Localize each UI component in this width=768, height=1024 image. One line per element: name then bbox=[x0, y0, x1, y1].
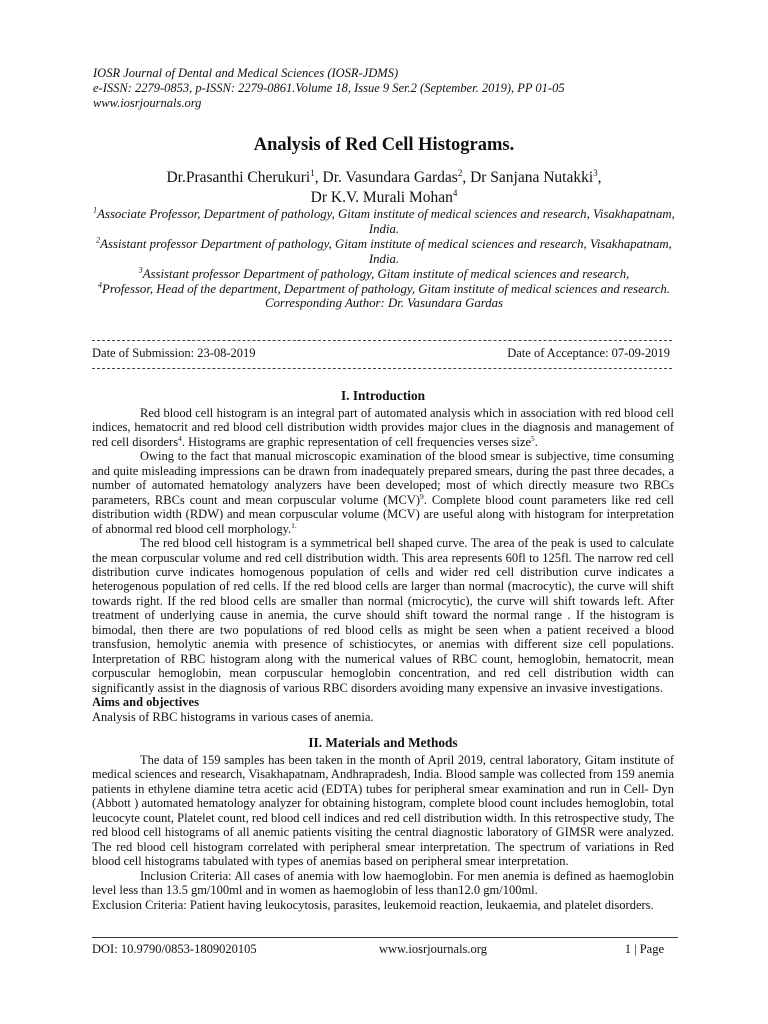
citation: 4 bbox=[178, 433, 182, 443]
author-name: Dr Sanjana Nutakki bbox=[470, 169, 594, 186]
citation: 9 bbox=[420, 491, 424, 501]
paragraph: Analysis of RBC histograms in various cases of anemia. bbox=[92, 709, 374, 724]
page-number: 1 | Page bbox=[624, 942, 664, 956]
author-separator: , bbox=[597, 169, 602, 186]
author-separator: , bbox=[314, 169, 323, 186]
journal-header bbox=[93, 66, 683, 111]
affiliation-sup: 4 bbox=[98, 280, 103, 290]
author-sup: 4 bbox=[452, 187, 458, 198]
text-run: Red blood cell histogram is an integral part of automated analysis which in association with red blood cell indices, hematocrit and red blood cell distribution width provides major clues in the diagnosis and management of red cell disorders bbox=[92, 406, 674, 449]
author-name: Dr. Vasundara Gardas bbox=[322, 169, 458, 186]
corresponding-author: Corresponding Author: Dr. Vasundara Gardas bbox=[264, 296, 504, 311]
affiliation-sup: 3 bbox=[138, 265, 143, 275]
author-sup: 2 bbox=[457, 167, 463, 178]
paragraph: The data of 159 samples has been taken in the month of April 2019, central laboratory, Gitam institute of medical sciences and research, Visakhapatnam, Andhrapradesh, India. Blood sample was collected from 159 anemia patients in ethylene diamine tetra acetic acid (EDTA) tubes for peripheral smear examination and run in Cell- Dyn (Abbott ) automated hematology analyzer for obtaining histogram, complete blood count includes hemoglobin, total leucocyte count, Platelet count, red blood cell indices and red cell distribution width. In this retrospective study, The red blood cell histograms of all anemic patients visiting the central diagnostic laboratory of GIMSR were analyzed. The red blood cell histogram correlated with peripheral smear interpretation. The spectrum of variations in Red blood cell histograms tabulated with types of anemias based on peripheral smear interpretation. bbox=[92, 752, 674, 869]
subsection-heading: Aims and objectives bbox=[92, 695, 199, 710]
affiliation-text: Professor, Head of the department, Department of pathology, Gitam institute of medical sciences and research. bbox=[102, 281, 670, 296]
footer-website: www.iosrjournals.org bbox=[379, 942, 487, 956]
author-name: Dr K.V. Murali Mohan bbox=[310, 189, 453, 206]
footer-doi: DOI: 10.9790/0853-1809020105 bbox=[92, 942, 257, 956]
affiliation bbox=[86, 282, 682, 297]
paragraph: Inclusion Criteria: All cases of anemia with low haemoglobin. For men anemia is defined as haemoglobin level less than 13.5 gm/100ml and in women as haemoglobin of less than12.0 gm/100ml. bbox=[92, 868, 674, 898]
affiliation-sup: 2 bbox=[96, 235, 101, 245]
journal-issn: e-ISSN: 2279-0853, p-ISSN: 2279-0861.Volume 18, Issue 9 Ser.2 (September. 2019), PP 01-05 bbox=[93, 81, 565, 95]
affiliation-sup: 1 bbox=[93, 205, 98, 215]
affiliation-list bbox=[86, 207, 682, 311]
citation: 1. bbox=[291, 520, 297, 530]
paragraph bbox=[92, 449, 674, 536]
citation: 5 bbox=[531, 433, 535, 443]
affiliation-text: Associate Professor, Department of pathology, Gitam institute of medical sciences and research, Visakhapatnam, India. bbox=[97, 207, 675, 236]
text-run: . Histograms are graphic representation of cell frequencies verses size bbox=[181, 434, 531, 449]
text-run: Owing to the fact that manual microscopic examination of the blood smear is subjective, time consuming and quite misleading impressions can be drawn from inadequately prepared smears, during the past three decades, a number of automated hematology analyzers have been developed; most of which directly measure two RBCs parameters, RBCs count and mean corpuscular volume (MCV) bbox=[92, 449, 674, 507]
paragraph: The red blood cell histogram is a symmetrical bell shaped curve. The area of the peak is used to calculate the mean corpuscular volume and red cell distribution width. This area represents 60fl to 125fl. The narrow red cell distribution curve indicates homogenous population of cells and wider red cell distribution curve indicates a heterogenous population of red cells. If the red blood cells are larger than normal (macrocytic), the curve will shift towards right. If the red blood cells are smaller than normal (microcytic), the curve will shift towards left. After treatment of underlying cause in anemia, the curve should shift toward the normal range . If the histogram is bimodal, then there are two populations of red blood cells as might be seen when a patient received a blood transfusion, hemolytic anemia with presence of schistiocytes, or anemias with different size cell populations. Interpretation of RBC histogram along with the numerical values of RBC count, hemoglobin, hematocrit, mean corpuscular hemoglobin, mean corpuscular hemoglobin concentration, and red cell distribution width can significantly assist in the diagnosis of various RBC disorders avoiding many expensive an invasive investigations. bbox=[92, 536, 674, 695]
submission-date: Date of Submission: 23-08-2019 bbox=[92, 346, 256, 360]
author-name: Dr.Prasanthi Cherukuri bbox=[166, 169, 311, 186]
text-run: . Complete blood count parameters like red cell distribution width (RDW) and mean corpuscular volume (MCV) are useful along with histogram for interpretation of abnormal red blood cell morphology. bbox=[92, 492, 674, 536]
affiliation-text: Assistant professor Department of pathology, Gitam institute of medical sciences and research, Visakhapatnam, India. bbox=[100, 236, 672, 266]
journal-website: www.iosrjournals.org bbox=[93, 96, 202, 110]
footer-divider bbox=[92, 937, 678, 938]
divider bbox=[92, 340, 672, 341]
paragraph bbox=[92, 406, 674, 449]
author-sup: 1 bbox=[310, 167, 315, 178]
acceptance-date: Date of Acceptance: 07-09-2019 bbox=[507, 346, 670, 360]
paragraph: Exclusion Criteria: Patient having leukocytosis, parasites, leukemoid reaction, leukaemia, and platelet disorders. bbox=[92, 897, 654, 912]
affiliation-text: Assistant professor Department of pathology, Gitam institute of medical sciences and research, bbox=[142, 266, 630, 281]
divider bbox=[92, 368, 672, 369]
text-run: . bbox=[534, 434, 538, 449]
journal-name: IOSR Journal of Dental and Medical Sciences (IOSR-JDMS) bbox=[93, 66, 399, 80]
affiliation bbox=[86, 237, 682, 267]
author-separator: , bbox=[462, 169, 471, 186]
affiliation bbox=[86, 207, 682, 237]
section-heading: I. Introduction bbox=[341, 388, 425, 403]
section-heading: II. Materials and Methods bbox=[308, 734, 458, 750]
article-body bbox=[92, 388, 674, 912]
affiliation bbox=[86, 267, 682, 282]
paper-title: Analysis of Red Cell Histograms. bbox=[253, 135, 515, 155]
author-list bbox=[80, 168, 688, 208]
author-sup: 3 bbox=[593, 167, 598, 178]
